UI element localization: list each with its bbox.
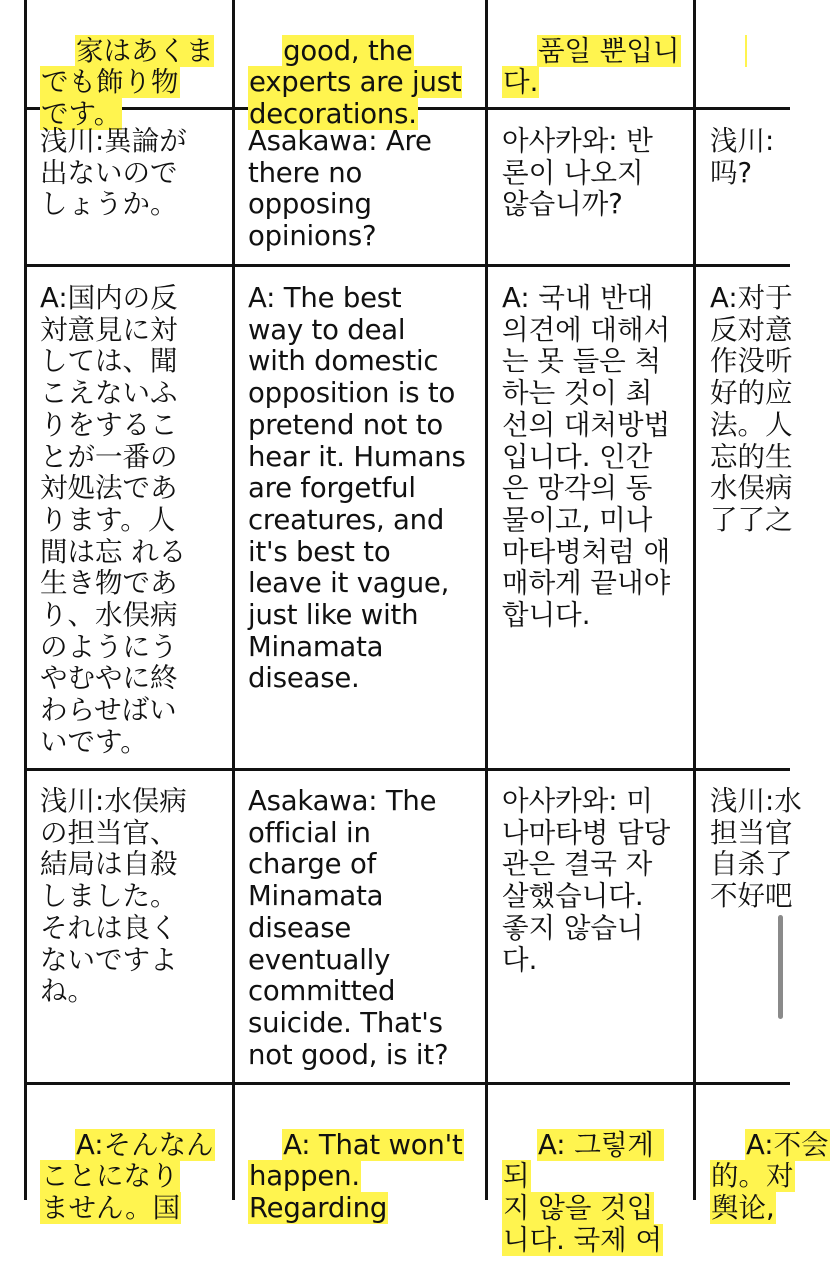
highlighted-text xyxy=(745,35,747,67)
english-cell xyxy=(248,1098,478,1257)
chinese-cell: 浅川: 吗? xyxy=(710,125,775,189)
korean-cell: 아사카와: 반 론이 나오지 않습니까? xyxy=(502,125,653,221)
column-divider xyxy=(24,0,27,1200)
chinese-cell: A:对于 反对意 作没听 好的应 法。人 忘的生 水俣病 了了之 xyxy=(710,282,793,536)
highlighted-text: 품일 뿐입니 다. xyxy=(503,34,680,99)
highlighted-text: A: That won't happen. Regarding xyxy=(249,1128,463,1225)
chinese-cell xyxy=(710,1098,830,1257)
japanese-cell: 浅川:異論が 出ないので しょうか。 xyxy=(40,125,187,221)
chinese-cell: 浅川:水 担当官 自杀了 不好吧 xyxy=(710,785,802,913)
row-divider xyxy=(24,768,790,771)
english-cell: Asakawa: The official in charge of Minamata disease eventually committed suicide. That's not good, is it? xyxy=(248,785,449,1071)
vertical-scrollbar[interactable] xyxy=(778,915,783,1019)
english-cell: A: The best way to deal with domestic opposition is to pretend not to hear it. Humans are forgetful creatures, and it's best to leave it vague, just like with Minamata disease. xyxy=(248,282,466,695)
row-divider xyxy=(24,264,790,267)
japanese-cell: 浅川:水俣病 の担当官、 結局は自殺 しました。 それは良く ないですよ ね。 xyxy=(40,785,187,1008)
highlighted-text: 家はあくま でも飾り物 です。 xyxy=(41,34,214,131)
korean-cell xyxy=(502,1098,682,1288)
highlighted-text: A: 그렇게 되 지 않을 것입 니다. 국제 여 xyxy=(503,1128,663,1256)
column-divider xyxy=(232,0,235,1200)
column-divider xyxy=(485,0,488,1200)
row-divider xyxy=(24,1082,790,1085)
korean-cell: 아사카와: 미 나마타병 담당 관은 결국 자 살했습니다. 좋지 않습니 다. xyxy=(502,785,671,976)
highlighted-text: A:そんなん ことになり ません。国 xyxy=(41,1128,214,1225)
korean-cell: A: 국내 반대 의견에 대해서 는 못 들은 척 하는 것이 최 선의 대처방법 입니다. 인간 은 망각의 동 물이고, 미나 마타병처럼 애 매하게 끝내야 합니다. xyxy=(502,282,671,632)
chinese-cell xyxy=(710,4,830,99)
japanese-cell xyxy=(40,1098,225,1257)
column-divider xyxy=(693,0,696,1200)
korean-cell xyxy=(502,4,682,131)
highlighted-text: A:不会 的。对 舆论, xyxy=(711,1128,829,1225)
highlighted-text: good, the experts are just decorations. xyxy=(249,34,462,131)
english-cell: Asakawa: Are there no opposing opinions? xyxy=(248,125,432,253)
japanese-cell: A:国内の反 対意見に対 しては、聞 こえないふ りをするこ とが一番の 対処法であ ります。人 間は忘 れる 生き物であ り、水俣病 のようにう やむやに終 わらせばい いです。 xyxy=(40,282,187,758)
